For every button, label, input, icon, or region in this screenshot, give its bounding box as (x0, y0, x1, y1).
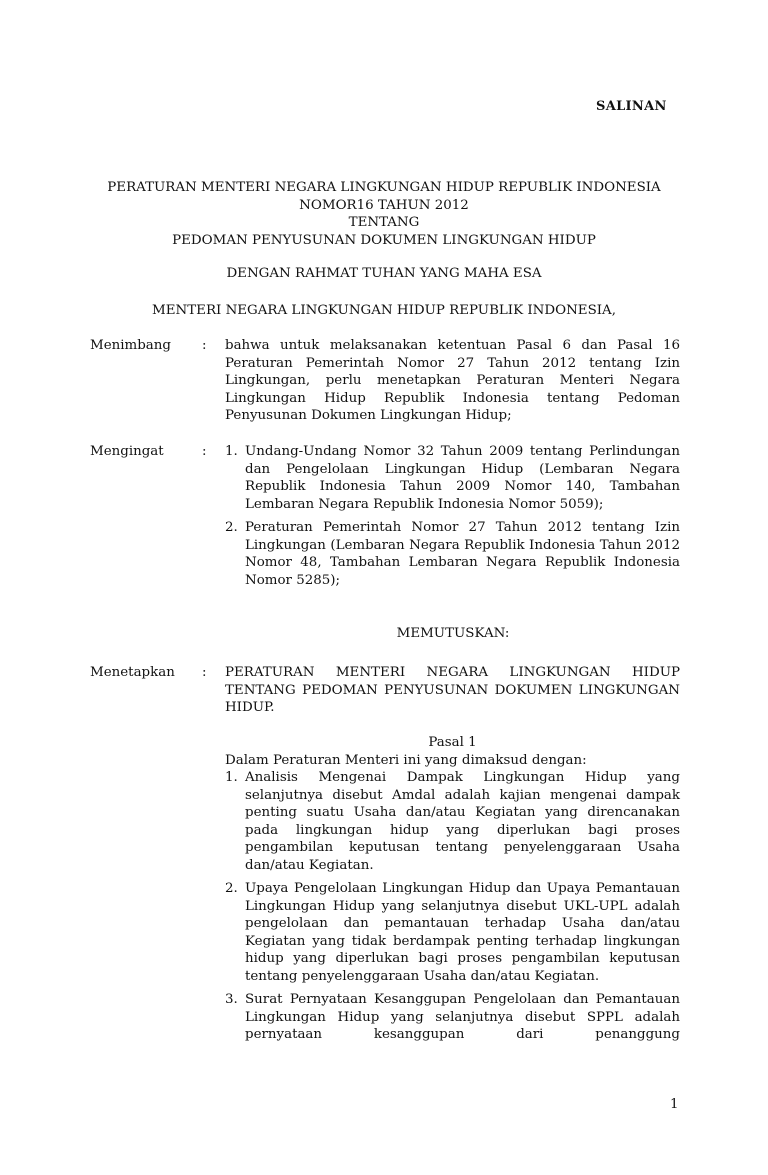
menimbang-text: bahwa untuk melaksanakan ketentuan Pasal 6 dan Pasal 16 Peraturan Pemerintah Nomor 27 Tahun 2012 tentang Izin Lingkungan, perlu menetapkan Peraturan Menteri Negara Lingkungan Hidup Republik Indonesia tentang Pedoman Penyusunan Dokumen Lingkungan Hidup; (225, 338, 680, 423)
mengingat-item-number: 2. (225, 520, 238, 535)
mengingat-item (225, 443, 680, 513)
menetapkan-text: PERATURAN MENTERI NEGARA LINGKUNGAN HIDUP TENTANG PEDOMAN PENYUSUNAN DOKUMEN LINGKUNGAN HIDUP. (225, 665, 680, 715)
mengingat-label: Mengingat (90, 444, 164, 459)
definition-item-number: 1. (225, 770, 238, 785)
mengingat-item-number: 1. (225, 444, 238, 459)
menetapkan-label: Menetapkan (90, 665, 175, 680)
title-line-4: PEDOMAN PENYUSUNAN DOKUMEN LINGKUNGAN HIDUP (172, 232, 596, 248)
pasal-1-body (225, 734, 680, 1044)
regulation-title (90, 179, 678, 249)
definition-item-number: 3. (225, 992, 238, 1007)
mengingat-list (225, 443, 680, 589)
menimbang-colon: : (202, 338, 207, 353)
pasal-1-heading: Pasal 1 (428, 735, 477, 750)
pasal-1-intro: Dalam Peraturan Menteri ini yang dimaksud dengan: (225, 752, 587, 768)
mengingat-item-text: Peraturan Pemerintah Nomor 27 Tahun 2012 tentang Izin Lingkungan (Lembaran Negara Republik Indonesia Tahun 2012 Nomor 48, Tambahan Lembaran Negara Republik Indonesia Nomor 5285); (245, 520, 680, 588)
definition-item (225, 991, 680, 1044)
mengingat-colon: : (202, 444, 207, 459)
definition-item-text: Surat Pernyataan Kesanggupan Pengelolaan dan Pemantauan Lingkungan Hidup yang selanjutnya disebut SPPL adalah pernyataan kesanggupan dari penanggung (245, 992, 680, 1042)
title-line-1: PERATURAN MENTERI NEGARA LINGKUNGAN HIDUP REPUBLIK INDONESIA (107, 180, 661, 195)
definition-item (225, 880, 680, 985)
mengingat-item-text: Undang-Undang Nomor 32 Tahun 2009 tentang Perlindungan dan Pengelolaan Lingkungan Hidup (Lembaran Negara Republik Indonesia Tahun 2009 Nomor 140, Tambahan Lembaran Negara Republik Indonesia Nomor 5059); (245, 444, 680, 512)
definition-item (225, 769, 680, 874)
mengingat-item (225, 519, 680, 589)
memutuskan-heading: MEMUTUSKAN: (396, 626, 510, 641)
title-line-2: NOMOR16 TAHUN 2012 (299, 197, 469, 213)
title-line-3: TENTANG (348, 215, 420, 230)
page-number: 1 (670, 1097, 679, 1112)
menimbang-label: Menimbang (90, 338, 171, 353)
menetapkan-colon: : (202, 665, 207, 680)
definition-item-text: Upaya Pengelolaan Lingkungan Hidup dan Upaya Pemantauan Lingkungan Hidup yang selanjutnya disebut UKL-UPL adalah pengelolaan dan pemantauan terhadap Usaha dan/atau Kegiatan yang tidak berdampak penting terhadap lingkungan hidup yang diperlukan bagi proses pengambilan keputusan tentang penyelenggaraan Usaha dan/atau Kegiatan. (245, 881, 680, 984)
menteri-line: MENTERI NEGARA LINGKUNGAN HIDUP REPUBLIK INDONESIA, (152, 303, 616, 318)
salinan-label: SALINAN (596, 99, 667, 114)
definition-item-number: 2. (225, 881, 238, 896)
definition-item-text: Analisis Mengenai Dampak Lingkungan Hidup yang selanjutnya disebut Amdal adalah kajian mengenai dampak penting suatu Usaha dan/atau Kegiatan yang direncanakan pada lingkungan hidup yang diperlukan bagi proses pengambilan keputusan tentang penyelenggaraan Usaha dan/atau Kegiatan. (245, 770, 680, 873)
rahmat-line: DENGAN RAHMAT TUHAN YANG MAHA ESA (226, 266, 542, 281)
